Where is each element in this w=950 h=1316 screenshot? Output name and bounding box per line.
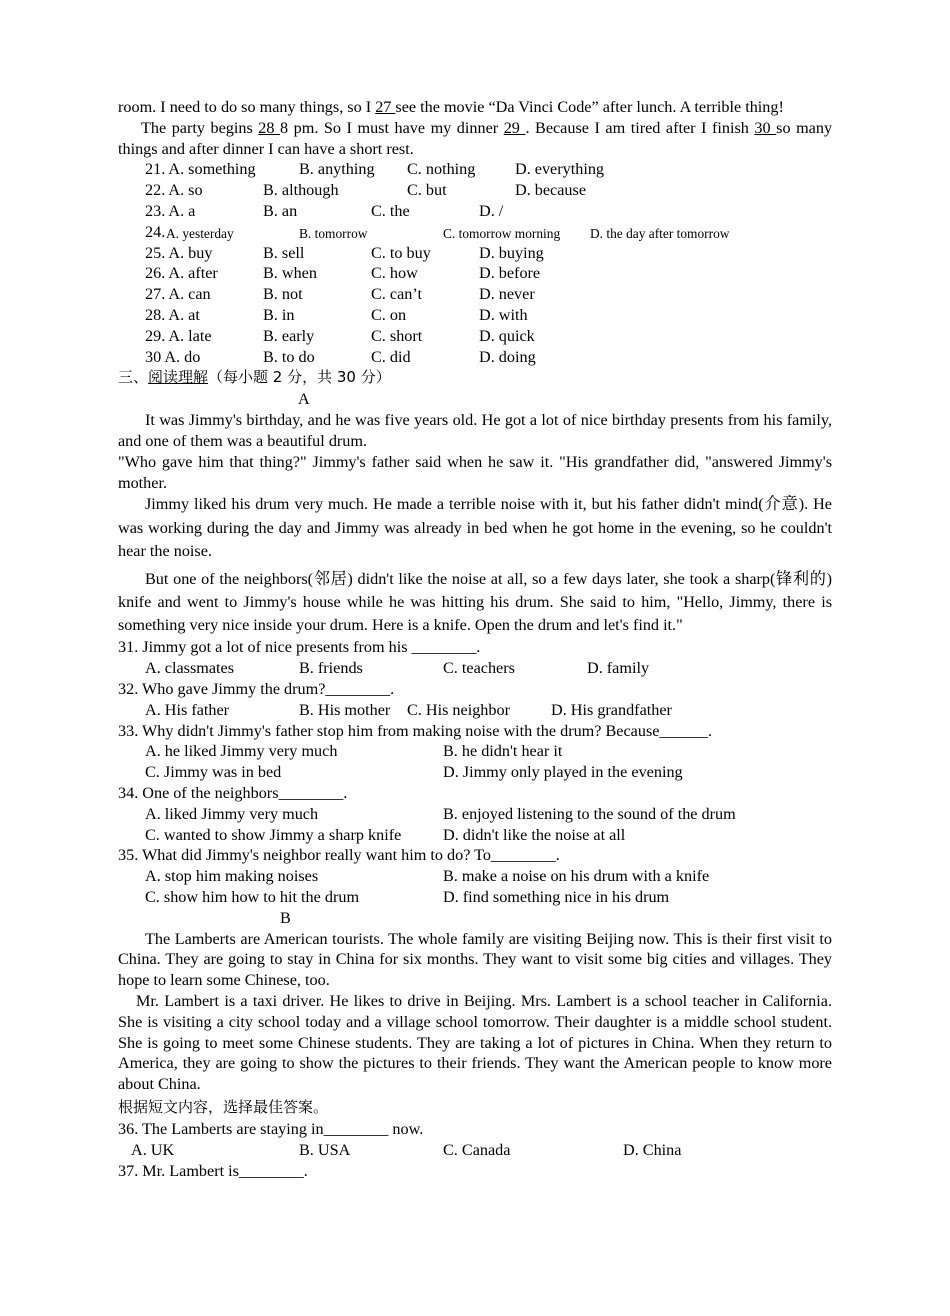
- blank-28: 28: [258, 118, 281, 137]
- option-row-25: 25. A. buy B. sell C. to buy D. buying: [145, 243, 544, 262]
- option-row-23: 23. A. a B. an C. the D. /: [145, 201, 504, 220]
- question-36-options: A. UK B. USA C. Canada D. China: [131, 1140, 682, 1159]
- document-page: [118, 97, 832, 1181]
- passage-a-p4: But one of the neighbors(邻居) didn't like the noise at all, so a few days later, she took a sharp(锋利的) knife and went to Jimmy's house while he was hitting his drum. She said to him, "Hello, Jimmy, there is something very nice inside your drum. Here is a knife. Open the drum and let's find it.": [118, 569, 832, 635]
- passage-b-p1: The Lamberts are American tourists. The whole family are visiting Beijing now. This is their first visit to China. They are going to stay in China for six months. They want to visit some big cities and villages. They hope to learn some Chinese, too.: [118, 929, 832, 990]
- section-heading: 三、阅读理解（每小题 2 分，共 30 分）: [118, 368, 391, 387]
- option-row-29: 29. A. late B. early C. short D. quick: [145, 326, 535, 345]
- question-35-options-cd: C. show him how to hit the drum D. find something nice in his drum: [145, 888, 670, 907]
- question-37: 37. Mr. Lambert is________.: [118, 1161, 308, 1180]
- option-row-24: 24. A. yesterday B. tomorrow C. tomorrow morning D. the day after tomorrow: [145, 222, 730, 241]
- question-34-options-cd: C. wanted to show Jimmy a sharp knife D. didn't like the noise at all: [145, 825, 626, 844]
- question-36: 36. The Lamberts are staying in________ now.: [118, 1119, 424, 1138]
- question-32-options: A. His father B. His mother C. His neighbor D. His grandfather: [145, 700, 672, 719]
- passage-a-p2: "Who gave him that thing?" Jimmy's father said when he saw it. "His grandfather did, "answered Jimmy's mother.: [118, 452, 832, 492]
- blank-27: 27: [375, 98, 396, 116]
- blank-29: 29: [503, 118, 526, 137]
- question-33-options-ab: A. he liked Jimmy very much B. he didn't hear it: [145, 742, 563, 761]
- question-31-options: A. classmates B. friends C. teachers D. family: [145, 659, 650, 678]
- question-34: 34. One of the neighbors________.: [118, 784, 348, 803]
- option-row-22: 22. A. so B. although C. but D. because: [145, 181, 587, 200]
- option-row-27: 27. A. can B. not C. can’t D. never: [145, 285, 535, 304]
- questions-b: [118, 1119, 832, 1181]
- option-row-26: 26. A. after B. when C. how D. before: [145, 264, 541, 283]
- passage-a-p1: It was Jimmy's birthday, and he was five years old. He got a lot of nice birthday presents from his family, and one of them was a beautiful drum.: [118, 411, 832, 450]
- question-33: 33. Why didn't Jimmy's father stop him from making noise with the drum? Because______.: [118, 721, 713, 740]
- option-row-28: 28. A. at B. in C. on D. with: [145, 305, 528, 324]
- passage-b-p2: Mr. Lambert is a taxi driver. He likes to drive in Beijing. Mrs. Lambert is a school teacher in California. She is visiting a city school today and a village school tomorrow. Their daughter is a middle school student. She is going to meet some Chinese students. They are taking a lot of pictures in China. When they return to America, they are going to show the pictures to their friends. They want the American people to know more about China.: [118, 992, 832, 1094]
- question-35-options-ab: A. stop him making noises B. make a noise on his drum with a knife: [145, 867, 710, 886]
- passage-b-instruction: 根据短文内容，选择最佳答案。: [118, 1097, 329, 1116]
- question-32: 32. Who gave Jimmy the drum?________.: [118, 680, 395, 699]
- question-35: 35. What did Jimmy's neighbor really want him to do? To________.: [118, 846, 560, 865]
- option-row-30: 30 A. do B. to do C. did D. doing: [145, 347, 536, 366]
- passage-a-label: A: [298, 390, 310, 409]
- question-33-options-cd: C. Jimmy was in bed D. Jimmy only played in the evening: [145, 763, 683, 782]
- passage-b-label: B: [280, 908, 291, 927]
- option-row-21: 21. A. something B. anything C. nothing D. everything: [145, 160, 605, 179]
- question-31: 31. Jimmy got a lot of nice presents from his ________.: [118, 638, 481, 657]
- cloze-options: [118, 159, 832, 367]
- passage-a-p3: Jimmy liked his drum very much. He made a terrible noise with it, but his father didn't mind(介意). He was working during the day and Jimmy was already in bed when he got home in the evening, so he couldn't hear the noise.: [118, 495, 832, 561]
- section-title: 阅读理解: [148, 368, 209, 387]
- question-34-options-ab: A. liked Jimmy very much B. enjoyed listening to the sound of the drum: [145, 804, 736, 823]
- cloze-paragraph-2: The party begins 28 8 pm. So I must have my dinner 29 . Because I am tired after I finish 30 so many things and after dinner I can have a short rest.: [118, 118, 833, 158]
- blank-30: 30: [754, 118, 777, 137]
- cloze-paragraph-1: room. I need to do so many things, so I 27 see the movie “Da Vinci Code” after lunch. A terrible thing!: [118, 98, 784, 116]
- questions-a: [118, 637, 832, 907]
